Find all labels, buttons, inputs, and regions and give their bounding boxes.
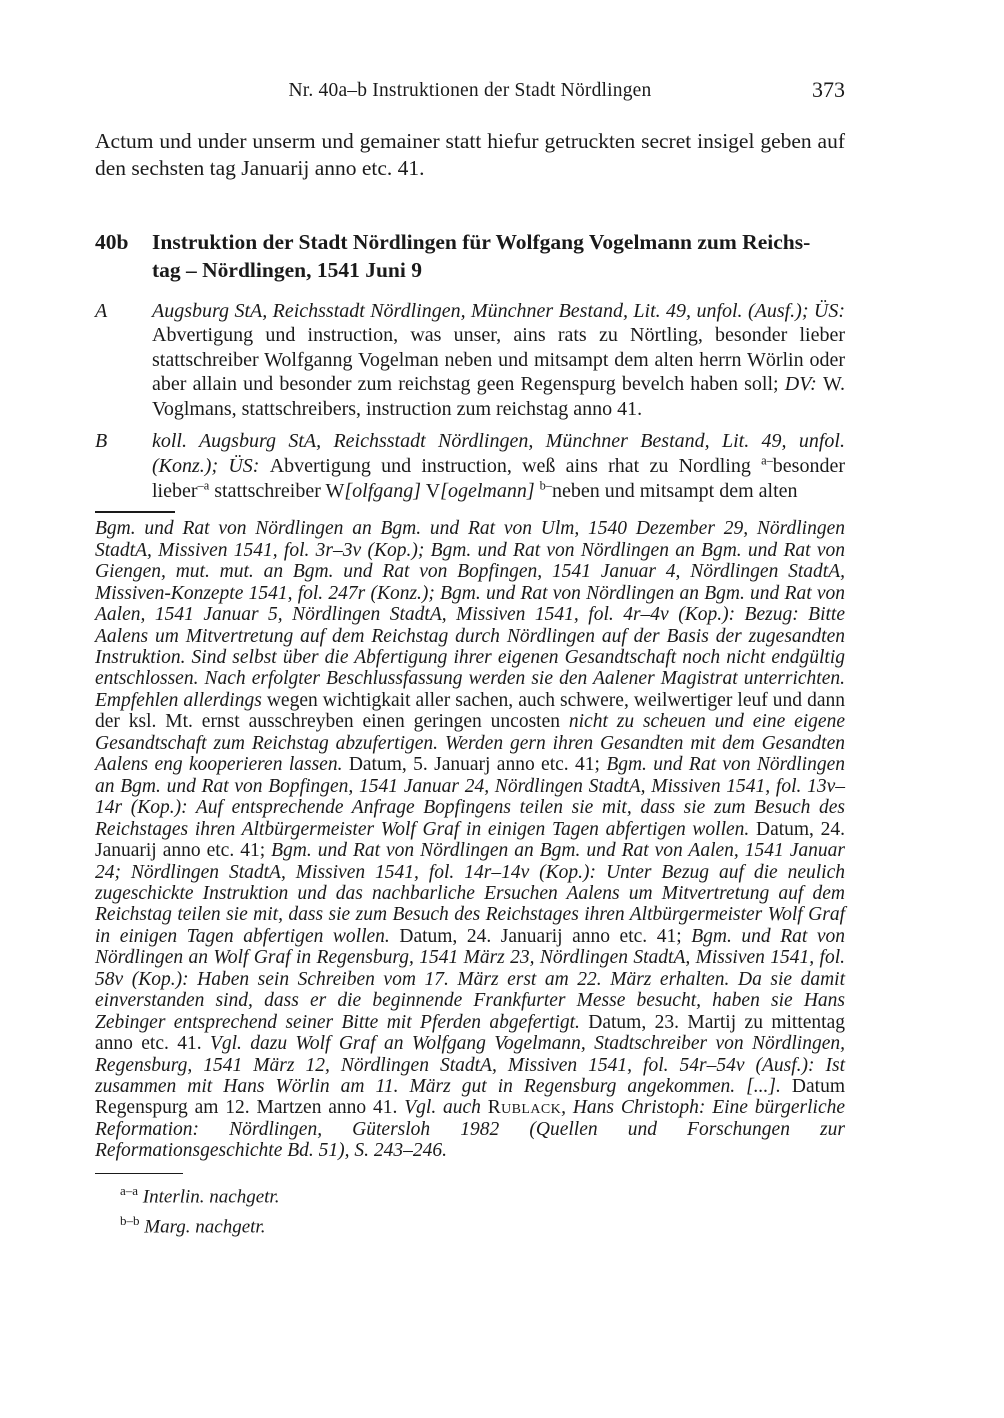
textual-note-mark: b–b: [120, 1213, 140, 1229]
source-entry-b: [95, 429, 845, 503]
page-number: 373: [812, 77, 845, 102]
source-entry-a: [95, 299, 845, 422]
textual-note-mark: a–a: [120, 1182, 139, 1198]
textual-notes-rule: [95, 1173, 183, 1174]
document-title-line-1: Instruktion der Stadt Nördlingen für Wolfgang Vogelmann zum Reichs-: [152, 229, 811, 254]
intro-paragraph: Actum und under unserm und gemainer statt hiefur getruckten secret insigel geben auf den sechsten tag Januarij anno etc. 41.: [95, 128, 845, 180]
document-heading: [95, 228, 845, 284]
document-number: 40b: [95, 229, 129, 254]
textual-note-text: Marg. nachgetr.: [144, 1216, 266, 1238]
source-entry-label: B: [95, 430, 108, 453]
textual-note-text: Interlin. nachgetr.: [142, 1186, 280, 1208]
textual-note: [120, 1209, 845, 1239]
source-entry-text: koll. Augsburg StA, Reichsstadt Nördlingen, Münchner Bestand, Lit. 49, unfol. (Konz.); ÜS: Abvertigung und instruction, weß ains rhat zu Nordling $^{a-}$besonder lieber$^{-a}$ stattschreiber W[olfgang] V[ogelmann] $^{b-}$neben und mitsampt dem alten: [152, 430, 845, 502]
running-header-title: Nr. 40a–b Instruktionen der Stadt Nördlingen: [288, 80, 652, 101]
apparatus-rule: [95, 511, 175, 513]
source-entry-text: Augsburg StA, Reichsstadt Nördlingen, Münchner Bestand, Lit. 49, unfol. (Ausf.); ÜS: Abvertigung und instruction, was unser, ains rats zu Nörtling, besonder lieber stattschreiber Wolfganng Vogelman neben und mitsampt dem alten herrn Wörlin oder aber allain und besonder zum reichstag geen Regenspurg bevelch haben soll; DV: W. Voglmans, stattschreibers, instruction zum reichstag anno 41.: [152, 299, 845, 420]
document-title: [152, 228, 845, 284]
textual-notes: [95, 1179, 845, 1240]
source-entry-label: A: [95, 299, 108, 322]
apparatus-note: Bgm. und Rat von Nördlingen an Bgm. und Rat von Ulm, 1540 Dezember 29, Nördlingen StadtA, Missiven 1541, fol. 3r–3v (Kop.); Bgm. und Rat von Nördlingen an Bgm. und Rat von Giengen, mut. mut. an Bgm. und Rat von Bopfingen, 1541 Januar 4, Nördlingen StadtA, Missiven-Konzepte 1541, fol. 247r (Konz.); Bgm. und Rat von Nördlingen an Bgm. und Rat von Aalen, 1541 Januar 5, Nördlingen StadtA, Missiven 1541, fol. 4r–4v (Kop.): Bezug: Bitte Aalens um Mitvertretung auf dem Reichstag durch Nördlingen auf der Basis der zugesandten Instruktion. Sind selbst über die Abfertigung ihrer eigenen Gesandtschaft noch nicht endgültig entschlossen. Nach erfolgter Beschlussfassung werden sie den Aalener Magistrat unterrichten. Empfehlen allerdings wegen wichtigkait aller sachen, auch schwere, weilwertiger leuf und dann der ksl. Mt. ernst ausschreyben einen geringen uncosten nicht zu scheuen und eine eigene Gesandtschaft zum Reichstag abzufertigen. Werden gern ihren Gesandten mit dem Gesandten Aalens eng kooperieren lassen. Datum, 5. Januarj anno etc. 41; Bgm. und Rat von Nördlingen an Bgm. und Rat von Bopfingen, 1541 Januar 24, Nördlingen StadtA, Missiven 1541, fol. 13v–14r (Kop.): Auf entsprechende Anfrage Bopfingens teilen sie mit, dass sie zum Besuch des Reichstages ihren Altbürgermeister Wolf Graf in einigen Tagen abfertigen wollen. Datum, 24. Januarij anno etc. 41; Bgm. und Rat von Nördlingen an Bgm. und Rat von Aalen, 1541 Januar 24; Nördlingen StadtA, Missiven 1541, fol. 14r–14v (Kop.): Unter Bezug auf die neulich zugeschickte Instruktion und das nachbarliche Ersuchen Aalens um Mitvertretung auf dem Reichstag teilen sie mit, dass sie zum Besuch des Reichstages ihren Altbürgermeister Wolf Graf in einigen Tagen abfertigen wollen. Datum, 24. Januarij anno etc. 41; Bgm. und Rat von Nördlingen an Wolf Graf in Regensburg, 1541 März 23, Nördlingen StadtA, Missiven 1541, fol. 58v (Kop.): Haben sein Schreiben vom 17. März erst am 22. März erhalten. Da sie damit einverstanden sind, dass er die beginnende Frankfurter Messe besucht, haben sie Hans Zebinger entsprechend seiner Bitte mit Pferden abgefertigt. Datum, 23. Martij zu mittentag anno etc. 41. Vgl. dazu Wolf Graf an Wolfgang Vogelmann, Stadtschreiber von Nördlingen, Regensburg, 1541 März 12, Nördlingen StadtA, Missiven 1541, fol. 54r–54v (Ausf.): Ist zusammen mit Hans Wörlin am 11. März gut in Regensburg angekommen. [...]. Datum Regenspurg am 12. Martzen anno 41. Vgl. auch Rublack, Hans Christoph: Eine bürgerliche Reformation: Nördlingen, Gütersloh 1982 (Quellen und Forschungen zur Reformationsgeschichte Bd. 51), S. 243–246.: [95, 518, 846, 1162]
running-header: [95, 77, 845, 106]
document-title-line-2: tag – Nördlingen, 1541 Juni 9: [152, 257, 422, 282]
textual-note: [120, 1179, 845, 1209]
book-page: [95, 0, 845, 1240]
